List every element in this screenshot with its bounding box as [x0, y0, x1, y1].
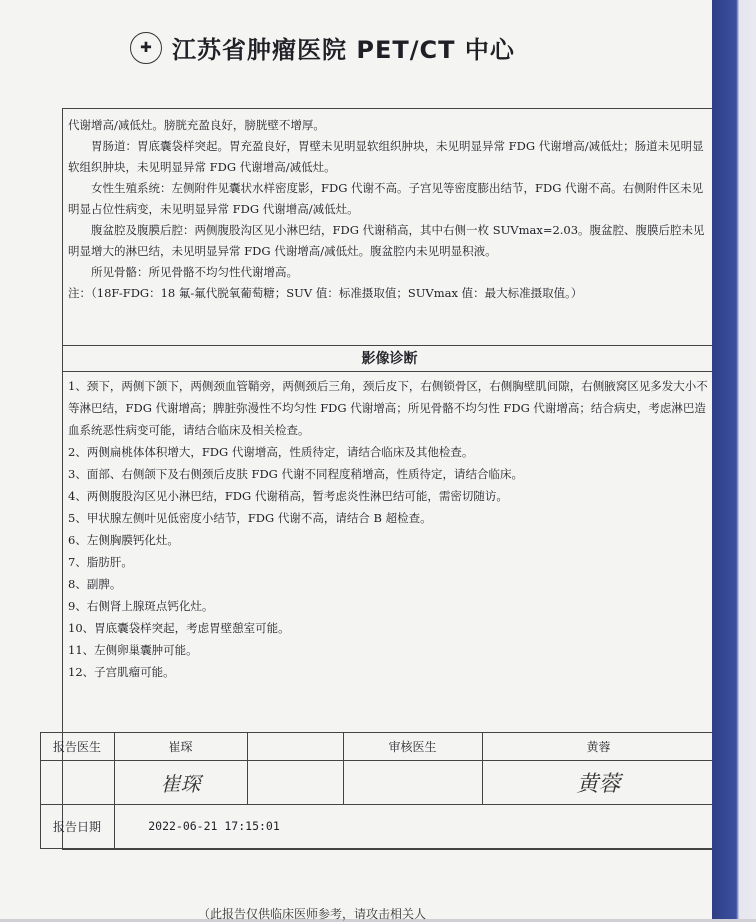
divider	[63, 345, 716, 346]
note-text: 注：（18F-FDG：18 氟-氟代脱氧葡萄糖；SUV 值：标准摄取值；SUVmax 值：最大标准摄取值。）	[68, 286, 583, 300]
signature-table	[52, 732, 715, 849]
finding-paragraph: 所见骨骼：所见骨骼不均匀性代谢增高。	[91, 265, 298, 279]
binder-edge	[712, 0, 756, 919]
reporter-signature: 崔琛	[160, 771, 201, 796]
diagnosis-item: 5、甲状腺左侧叶见低密度小结节，FDG 代谢不高，请结合 B 超检查。	[68, 511, 432, 525]
finding-paragraph: 女性生殖系统：左侧附件见囊状水样密度影，FDG 代谢不高。子宫见等密度膨出结节，FDG 代谢不高。右侧附件区未见明显占位性病变，未见明显异常 FDG 代谢增高/减低灶。	[68, 181, 704, 216]
diagnosis-item: 12、子宫肌瘤可能。	[68, 665, 175, 679]
diagnosis-item: 8、副脾。	[68, 577, 122, 591]
divider	[63, 371, 716, 372]
reviewer-name: 黄蓉	[586, 739, 611, 754]
table-line	[40, 848, 715, 849]
report-title: 江苏省肿瘤医院 PET/CT 中心	[172, 36, 515, 64]
diagnosis-heading: 影像诊断	[361, 351, 418, 367]
diagnosis-item: 10、胃底囊袋样突起，考虑胃壁憩室可能。	[68, 621, 290, 635]
diagnosis-item: 4、两侧腹股沟区见小淋巴结，FDG 代谢稍高，暂考虑炎性淋巴结可能，需密切随访。	[68, 489, 508, 503]
diagnosis-item: 1、颈下，两侧下颌下，两侧颈血管鞘旁，两侧颈后三角，颈后皮下，右侧锁骨区，右侧胸壁肌间隙，右侧腋窝区见多发大小不等淋巴结，FDG 代谢增高；脾脏弥漫性不均匀性 FDG 代谢增高；所见骨骼不均匀性 FDG 代谢增高；结合病史，考虑淋巴造血系统恶性病变可能，请结合临床及相关检查。	[68, 379, 708, 437]
reporter-label: 报告医生	[52, 739, 101, 754]
diagnosis-list	[63, 375, 711, 683]
diagnosis-item: 7、脂肪肝。	[68, 555, 133, 569]
reviewer-label: 审核医生	[388, 739, 437, 754]
finding-paragraph: 胃肠道：胃底囊袋样突起。胃充盈良好，胃壁未见明显软组织肿块，未见明显异常 FDG 代谢增高/减低灶；肠道未见明显软组织肿块，未见明显异常 FDG 代谢增高/减低灶。	[68, 139, 704, 174]
hospital-seal-icon: ✚	[130, 32, 162, 64]
finding-paragraph: 腹盆腔及腹膜后腔：两侧腹股沟区见小淋巴结，FDG 代谢稍高，其中右侧一枚 SUVmax=2.03。腹盆腔、腹膜后腔未见明显增大的淋巴结，未见明显异常 FDG 代谢增高/减低灶。腹盆腔内未见明显积液。	[68, 223, 705, 258]
finding-paragraph: 代谢增高/减低灶。膀胱充盈良好，膀胱壁不增厚。	[68, 118, 325, 132]
diagnosis-item: 11、左侧卵巢囊肿可能。	[68, 643, 198, 657]
footer-notice: （此报告仅供临床医师参考，请攻击相关人	[198, 907, 427, 921]
diagnosis-item: 6、左侧胸膜钙化灶。	[68, 533, 179, 547]
findings-section	[68, 115, 708, 304]
diagnosis-item: 2、两侧扁桃体体积增大，FDG 代谢增高，性质待定，请结合临床及其他检查。	[68, 445, 474, 459]
table-line	[247, 732, 248, 804]
report-header	[130, 30, 515, 65]
report-date: 2022-06-21 17:15:01	[148, 819, 280, 833]
diagnosis-item: 9、右侧肾上腺斑点钙化灶。	[68, 599, 214, 613]
diagnosis-item: 3、面部、右侧颌下及右侧颈后皮肤 FDG 代谢不同程度稍增高，性质待定，请结合临床。	[68, 467, 524, 481]
reporter-name: 崔琛	[168, 739, 193, 754]
date-label: 报告日期	[52, 819, 101, 834]
reviewer-signature: 黄蓉	[576, 771, 621, 797]
